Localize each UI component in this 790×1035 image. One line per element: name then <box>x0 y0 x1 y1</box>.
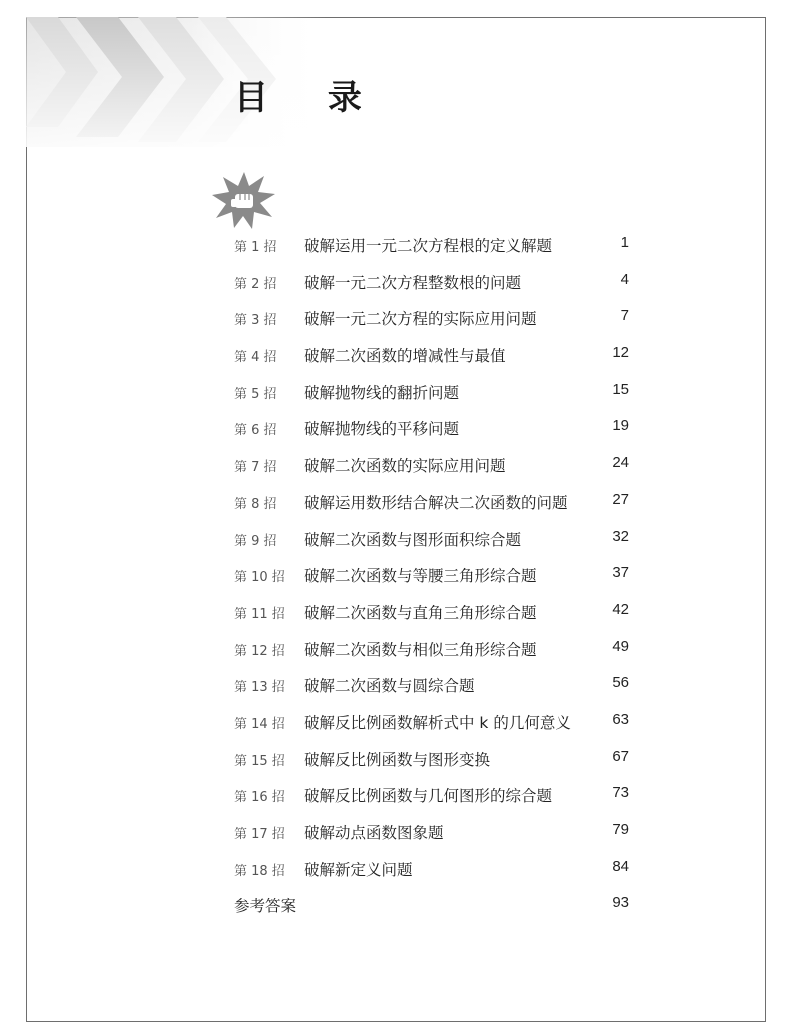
toc-chapter-number: 第 10 招 <box>234 570 285 586</box>
toc-chapter-number: 第 2 招 <box>234 276 277 292</box>
toc-page-number: 63 <box>612 710 629 728</box>
toc-chapter-number: 第 3 招 <box>234 313 277 329</box>
toc-chapter-title: 破解抛物线的翻折问题 <box>304 383 460 402</box>
toc-entry[interactable] <box>234 305 634 342</box>
toc-entry[interactable] <box>234 489 634 526</box>
toc-entry[interactable] <box>234 342 634 379</box>
toc-page-number: 12 <box>612 344 629 362</box>
toc-chapter-number: 第 18 招 <box>234 863 285 879</box>
toc-chapter-title: 破解一元二次方程的实际应用问题 <box>304 310 537 329</box>
toc-chapter-number: 第 14 招 <box>234 716 285 732</box>
toc-entry[interactable] <box>234 269 634 306</box>
toc-chapter-number: 第 8 招 <box>234 496 277 512</box>
toc-chapter-number: 第 13 招 <box>234 680 285 696</box>
toc-entry[interactable] <box>234 746 634 783</box>
toc-chapter-title: 破解二次函数与图形面积综合题 <box>304 530 522 549</box>
toc-entry[interactable] <box>234 415 634 452</box>
toc-entry[interactable] <box>234 562 634 599</box>
toc-chapter-number: 第 16 招 <box>234 790 285 806</box>
toc-chapter-title: 破解动点函数图象题 <box>304 824 444 842</box>
toc-entry[interactable] <box>234 636 634 673</box>
toc-entry[interactable] <box>234 819 634 856</box>
toc-entry[interactable] <box>234 856 634 893</box>
toc-page-number: 42 <box>612 600 629 618</box>
toc-chapter-title: 破解二次函数与直角三角形综合题 <box>304 603 537 622</box>
toc-page-number: 27 <box>612 490 629 508</box>
toc-page-number: 24 <box>612 454 629 472</box>
toc-chapter-title: 破解反比例函数与几何图形的综合题 <box>304 787 553 806</box>
fist-burst-icon <box>212 172 276 230</box>
toc-page-number: 4 <box>620 270 629 288</box>
toc-entry[interactable] <box>234 709 634 746</box>
toc-chapter-number: 第 17 招 <box>234 827 285 842</box>
page-title: 目 录 <box>234 78 386 118</box>
toc-entry[interactable] <box>234 232 634 269</box>
toc-page-number: 15 <box>612 380 629 398</box>
toc-page-number: 37 <box>612 564 629 582</box>
toc-chapter-title: 破解二次函数与等腰三角形综合题 <box>304 567 537 586</box>
toc-answers-label: 参考答案 <box>234 897 297 916</box>
table-of-contents <box>234 232 634 922</box>
toc-chapter-number: 第 1 招 <box>234 240 277 255</box>
toc-chapter-title: 破解反比例函数解析式中 k 的几何意义 <box>304 713 571 732</box>
toc-entry[interactable] <box>234 379 634 416</box>
toc-chapter-title: 破解二次函数的实际应用问题 <box>304 457 506 476</box>
toc-chapter-number: 第 5 招 <box>234 386 277 402</box>
toc-chapter-title: 破解运用一元二次方程根的定义解题 <box>304 237 553 255</box>
toc-chapter-title: 破解新定义问题 <box>304 860 413 879</box>
toc-chapter-number: 第 4 招 <box>234 350 277 366</box>
toc-page-number: 32 <box>612 527 629 545</box>
toc-page-number: 67 <box>612 747 629 765</box>
toc-page-number: 56 <box>612 674 629 692</box>
toc-page-number: 49 <box>612 637 629 655</box>
toc-entry[interactable] <box>234 782 634 819</box>
toc-chapter-title: 破解二次函数与圆综合题 <box>304 677 475 696</box>
toc-chapter-title: 破解抛物线的平移问题 <box>304 420 460 439</box>
toc-entry[interactable] <box>234 672 634 709</box>
toc-page-number: 7 <box>620 307 629 325</box>
toc-chapter-title: 破解二次函数与相似三角形综合题 <box>304 640 537 659</box>
toc-page-number: 73 <box>612 784 629 802</box>
toc-chapter-number: 第 12 招 <box>234 643 285 659</box>
toc-chapter-number: 第 7 招 <box>234 460 277 476</box>
toc-chapter-number: 第 6 招 <box>234 423 277 439</box>
toc-entry-answers[interactable] <box>234 892 634 922</box>
toc-entry[interactable] <box>234 452 634 489</box>
toc-page-number: 1 <box>620 234 629 251</box>
toc-chapter-title: 破解反比例函数与图形变换 <box>304 750 491 769</box>
toc-chapter-title: 破解运用数形结合解决二次函数的问题 <box>304 493 568 512</box>
toc-chapter-number: 第 11 招 <box>234 606 285 622</box>
toc-page-number: 19 <box>612 417 629 435</box>
toc-chapter-number: 第 15 招 <box>234 753 285 769</box>
toc-chapter-title: 破解一元二次方程整数根的问题 <box>304 273 522 292</box>
toc-page-number: 84 <box>612 857 629 875</box>
toc-entry[interactable] <box>234 526 634 563</box>
toc-entry[interactable] <box>234 599 634 636</box>
toc-chapter-title: 破解二次函数的增减性与最值 <box>304 347 506 366</box>
toc-chapter-number: 第 9 招 <box>234 533 277 549</box>
toc-page-number: 79 <box>612 821 629 838</box>
toc-page-number: 93 <box>612 894 629 912</box>
